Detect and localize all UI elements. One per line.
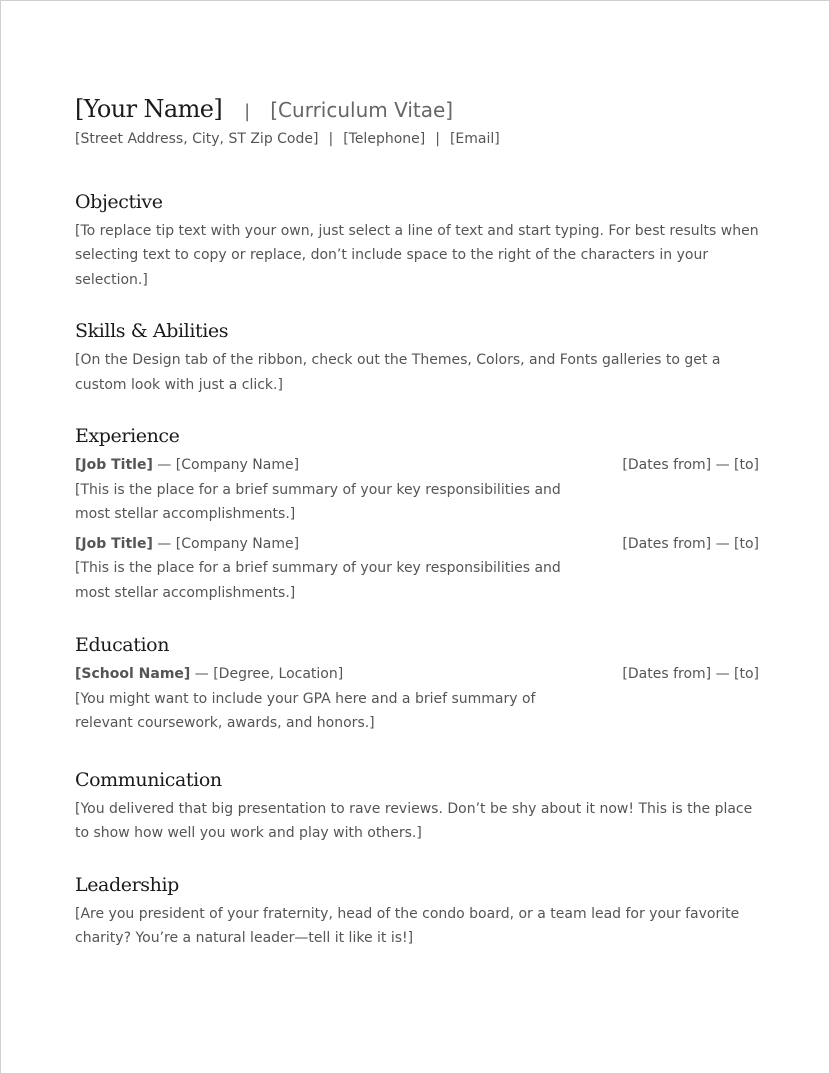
address-field[interactable]: [Street Address, City, ST Zip Code] [75, 131, 319, 147]
experience-section [75, 422, 759, 605]
education-section [75, 631, 759, 736]
section-heading-education: Education [75, 634, 170, 656]
section-heading-communication: Communication [75, 768, 222, 791]
job-title-field[interactable]: [Job Title] [75, 457, 153, 473]
school-name-field[interactable]: [School Name] [75, 666, 191, 682]
skills-text[interactable]: [On the Design tab of the ribbon, check out the Themes, Colors, and Fonts galleries to get a custom look with just a click.] [75, 352, 721, 393]
objective-section [75, 188, 759, 293]
job-heading [75, 532, 299, 557]
education-heading [75, 662, 343, 687]
job-summary[interactable]: [This is the place for a brief summary of your key responsibilities and most stellar accomplishments.] [75, 560, 561, 601]
objective-text[interactable]: [To replace tip text with your own, just select a line of text and start typing. For best results when selecting text to copy or replace, don’t include space to the right of the characters in your selection.] [75, 222, 759, 288]
company-name-field[interactable]: [Company Name] [175, 457, 300, 473]
section-heading-skills: Skills & Abilities [75, 320, 229, 342]
job-dates-field[interactable]: [Dates from] — [to] [622, 535, 759, 552]
education-dates-field[interactable]: [Dates from] — [to] [622, 666, 759, 682]
telephone-field[interactable]: [Telephone] [343, 131, 426, 147]
em-dash: — [190, 666, 214, 682]
education-header-row [75, 662, 759, 687]
leadership-text[interactable]: [Are you president of your fraternity, head of the condo board, or a team lead for your favorite charity? You’re a natural leader—tell it like it is!] [75, 905, 740, 946]
email-field[interactable]: [Email] [449, 131, 500, 147]
job-header-row [75, 532, 759, 557]
contact-separator: | [435, 131, 440, 147]
leadership-section [75, 871, 759, 951]
communication-section [75, 766, 759, 846]
document-title-field[interactable]: [Curriculum Vitae] [270, 98, 454, 122]
job-dates-field[interactable]: [Dates from] — [to] [622, 457, 759, 473]
experience-entry [75, 532, 759, 606]
header-separator: | [244, 101, 251, 122]
contact-info [75, 127, 759, 152]
em-dash: — [152, 535, 176, 552]
company-name-field[interactable]: [Company Name] [175, 535, 300, 552]
job-heading [75, 453, 299, 478]
contact-separator: | [328, 131, 334, 147]
skills-section [75, 317, 759, 397]
education-summary[interactable]: [You might want to include your GPA here and a brief summary of relevant coursework, awards, and honors.] [75, 690, 536, 731]
job-title-field[interactable]: [Job Title] [75, 535, 153, 552]
degree-field[interactable]: [Degree, Location] [213, 666, 344, 682]
section-heading-experience: Experience [75, 425, 180, 447]
experience-entry [75, 453, 759, 527]
name-field[interactable]: [Your Name] [75, 95, 223, 123]
resume-header [75, 93, 759, 125]
job-summary[interactable]: [This is the place for a brief summary of your key responsibilities and most stellar accomplishments.] [75, 481, 561, 522]
section-heading-leadership: Leadership [75, 873, 179, 896]
job-header-row [75, 453, 759, 478]
communication-text[interactable]: [You delivered that big presentation to rave reviews. Don’t be shy about it now! This is the place to show how well you work and play with others.] [75, 800, 753, 841]
section-heading-objective: Objective [75, 190, 163, 213]
em-dash: — [152, 457, 176, 473]
resume-content [75, 93, 759, 951]
